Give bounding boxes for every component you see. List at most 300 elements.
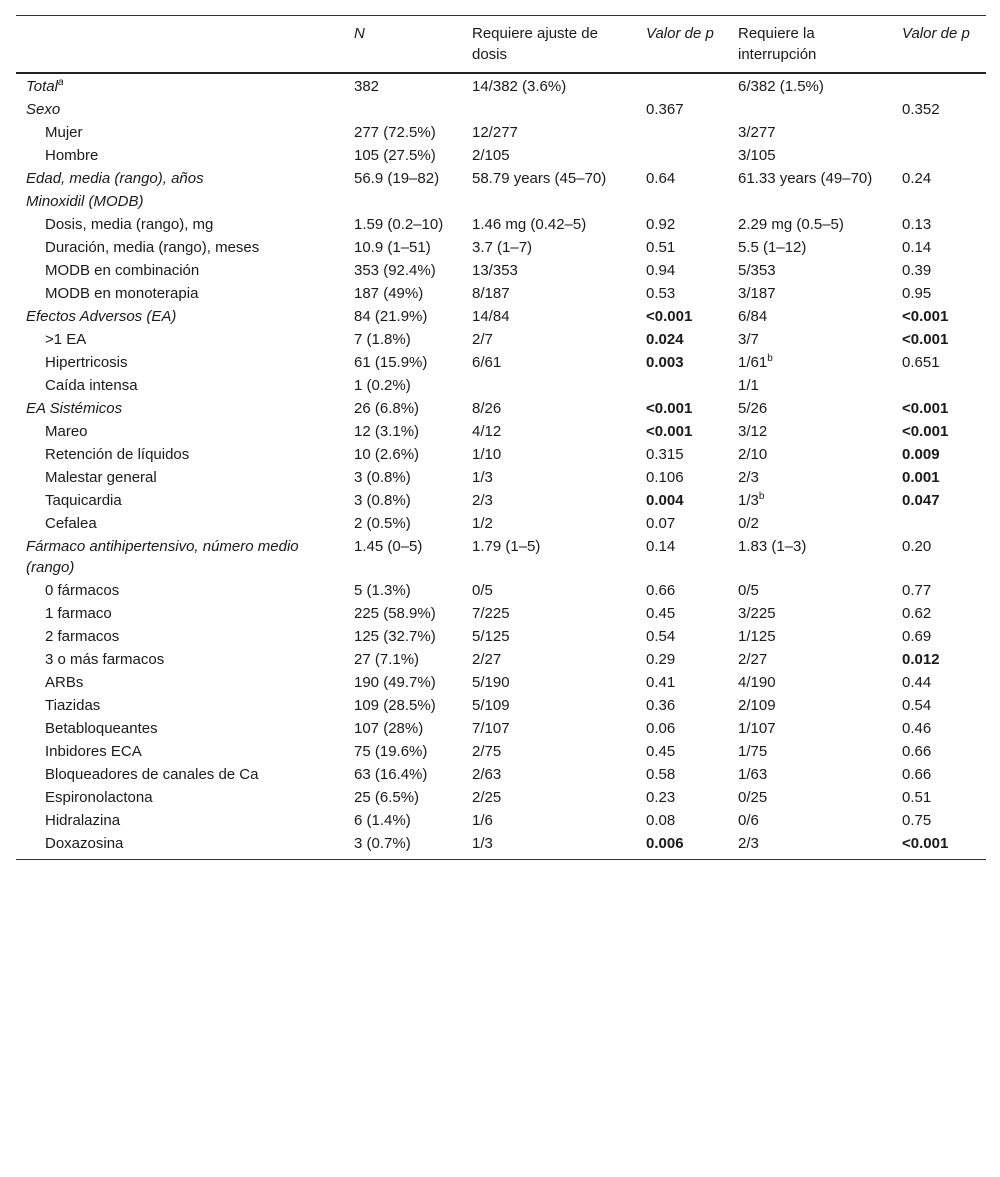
- row-label: [16, 648, 344, 671]
- row-label-text: ARBs: [45, 674, 84, 691]
- cell-dose-adjustment-text: 7/225: [472, 605, 510, 622]
- row-label-text: Duración, media (rango), meses: [45, 239, 260, 256]
- row-label-text: EA Sistémicos: [26, 400, 123, 417]
- cell-dose-adjustment: [462, 305, 636, 328]
- cell-interruption-text: 1/3: [738, 492, 759, 509]
- row-label-text: Espironolactona: [45, 789, 153, 806]
- cell-n: [344, 671, 462, 694]
- cell-p-value-interruption-text: 0.047: [902, 492, 940, 509]
- row-label-text: 1 farmaco: [45, 605, 112, 622]
- header-interruption: Requiere la interrupción: [738, 25, 817, 63]
- table-row: [16, 694, 986, 717]
- cell-p-value-adjustment: [636, 602, 728, 625]
- row-label-text: Malestar general: [45, 469, 157, 486]
- cell-p-value-adjustment-text: 0.54: [646, 628, 676, 645]
- cell-p-value-adjustment: [636, 579, 728, 602]
- table-row: [16, 397, 986, 420]
- cell-n-text: 277 (72.5%): [354, 124, 436, 141]
- row-label-text: Total: [26, 78, 58, 95]
- cell-p-value-interruption-text: 0.012: [902, 651, 940, 668]
- cell-n: [344, 466, 462, 489]
- table-row: [16, 832, 986, 860]
- cell-interruption-text: 2.29 mg (0.5–5): [738, 216, 844, 233]
- row-label-text: Taquicardia: [45, 492, 122, 509]
- cell-dose-adjustment: [462, 671, 636, 694]
- table-row: [16, 351, 986, 374]
- cell-p-value-adjustment: [636, 351, 728, 374]
- cell-p-value-interruption-text: 0.54: [902, 697, 932, 714]
- cell-n-text: 84 (21.9%): [354, 308, 428, 325]
- cell-n: [344, 740, 462, 763]
- cell-n-text: 10.9 (1–51): [354, 239, 431, 256]
- row-label-text: Retención de líquidos: [45, 446, 190, 463]
- cell-dose-adjustment-text: 8/26: [472, 400, 502, 417]
- cell-interruption-text: 0/25: [738, 789, 768, 806]
- cell-interruption-text: 1.83 (1–3): [738, 538, 807, 555]
- cell-interruption: [728, 397, 892, 420]
- cell-p-value-interruption-text: 0.95: [902, 285, 932, 302]
- cell-p-value-interruption: [892, 717, 986, 740]
- header-variable: [16, 16, 344, 74]
- cell-interruption: [728, 489, 892, 512]
- cell-p-value-adjustment-text: <0.001: [646, 400, 693, 417]
- cell-p-value-interruption-text: 0.77: [902, 582, 932, 599]
- cell-n: [344, 213, 462, 236]
- cell-n-text: 1.59 (0.2–10): [354, 216, 444, 233]
- cell-dose-adjustment-text: 2/27: [472, 651, 502, 668]
- cell-p-value-interruption: [892, 694, 986, 717]
- cell-n: [344, 98, 462, 121]
- cell-dose-adjustment-text: 2/105: [472, 147, 510, 164]
- cell-dose-adjustment: [462, 213, 636, 236]
- row-label-text: Efectos Adversos (EA): [26, 308, 177, 325]
- cell-p-value-adjustment: [636, 535, 728, 579]
- cell-p-value-adjustment: [636, 671, 728, 694]
- row-label: [16, 786, 344, 809]
- cell-n: [344, 717, 462, 740]
- cell-p-value-adjustment: [636, 121, 728, 144]
- cell-interruption: [728, 73, 892, 98]
- cell-interruption: [728, 602, 892, 625]
- cell-p-value-interruption: [892, 282, 986, 305]
- footnote-marker: b: [758, 491, 765, 502]
- cell-dose-adjustment: [462, 786, 636, 809]
- cell-p-value-adjustment: [636, 190, 728, 213]
- cell-interruption-text: 0/5: [738, 582, 759, 599]
- row-label-text: Mujer: [45, 124, 83, 141]
- cell-dose-adjustment-text: 4/12: [472, 423, 502, 440]
- cell-p-value-adjustment: [636, 144, 728, 167]
- cell-interruption: [728, 282, 892, 305]
- table-row: [16, 512, 986, 535]
- cell-p-value-interruption: [892, 786, 986, 809]
- cell-p-value-adjustment-text: 0.92: [646, 216, 676, 233]
- cell-dose-adjustment-text: 1/2: [472, 515, 493, 532]
- row-label-text: Caída intensa: [45, 377, 138, 394]
- cell-n: [344, 625, 462, 648]
- row-label: [16, 144, 344, 167]
- row-label-text: Hidralazina: [45, 812, 121, 829]
- cell-n-text: 3 (0.8%): [354, 492, 411, 509]
- cell-p-value-adjustment-text: 0.367: [646, 101, 684, 118]
- cell-n-text: 125 (32.7%): [354, 628, 436, 645]
- cell-dose-adjustment: [462, 351, 636, 374]
- cell-dose-adjustment: [462, 73, 636, 98]
- cell-interruption-text: 2/3: [738, 835, 759, 852]
- cell-p-value-interruption-text: 0.44: [902, 674, 932, 691]
- cell-p-value-interruption: [892, 809, 986, 832]
- row-label-text: MODB en monoterapia: [45, 285, 199, 302]
- cell-p-value-adjustment-text: 0.024: [646, 331, 684, 348]
- cell-interruption: [728, 786, 892, 809]
- cell-dose-adjustment: [462, 648, 636, 671]
- cell-p-value-interruption: [892, 602, 986, 625]
- table-body: [16, 73, 986, 860]
- table-row: [16, 374, 986, 397]
- cell-dose-adjustment-text: 14/382 (3.6%): [472, 78, 567, 95]
- cell-n-text: 3 (0.8%): [354, 469, 411, 486]
- cell-dose-adjustment-text: 2/75: [472, 743, 502, 760]
- table-container: [16, 15, 986, 860]
- cell-p-value-adjustment: [636, 625, 728, 648]
- cell-dose-adjustment-text: 5/190: [472, 674, 510, 691]
- cell-interruption-text: 3/7: [738, 331, 759, 348]
- row-label: [16, 420, 344, 443]
- cell-interruption-text: 5/26: [738, 400, 768, 417]
- row-label: [16, 717, 344, 740]
- table-row: [16, 717, 986, 740]
- cell-p-value-interruption: [892, 740, 986, 763]
- cell-dose-adjustment-text: 5/125: [472, 628, 510, 645]
- row-label-text: 3 o más farmacos: [45, 651, 165, 668]
- cell-p-value-adjustment-text: 0.003: [646, 354, 684, 371]
- cell-dose-adjustment: [462, 190, 636, 213]
- cell-p-value-interruption: [892, 579, 986, 602]
- row-label-text: Minoxidil (MODB): [26, 193, 144, 210]
- row-label: [16, 374, 344, 397]
- cell-p-value-adjustment: [636, 717, 728, 740]
- table-header: [16, 16, 986, 74]
- cell-dose-adjustment: [462, 740, 636, 763]
- cell-p-value-adjustment-text: 0.45: [646, 605, 676, 622]
- cell-p-value-interruption: [892, 832, 986, 860]
- cell-interruption-text: 1/61: [738, 354, 768, 371]
- cell-dose-adjustment: [462, 809, 636, 832]
- cell-dose-adjustment-text: 2/63: [472, 766, 502, 783]
- row-label-text: >1 EA: [45, 331, 87, 348]
- table-row: [16, 236, 986, 259]
- cell-dose-adjustment: [462, 443, 636, 466]
- cell-p-value-adjustment: [636, 236, 728, 259]
- cell-interruption-text: 3/225: [738, 605, 776, 622]
- row-label: [16, 397, 344, 420]
- cell-interruption: [728, 213, 892, 236]
- cell-p-value-adjustment: [636, 512, 728, 535]
- row-label-text: Betabloqueantes: [45, 720, 158, 737]
- cell-p-value-interruption-text: <0.001: [902, 835, 949, 852]
- cell-p-value-interruption: [892, 763, 986, 786]
- cell-n: [344, 694, 462, 717]
- table-row: [16, 763, 986, 786]
- cell-p-value-adjustment: [636, 73, 728, 98]
- cell-n-text: 27 (7.1%): [354, 651, 420, 668]
- cell-p-value-adjustment-text: 0.66: [646, 582, 676, 599]
- row-label: [16, 671, 344, 694]
- cell-dose-adjustment-text: 1.79 (1–5): [472, 538, 541, 555]
- table-row: [16, 671, 986, 694]
- cell-p-value-adjustment-text: 0.51: [646, 239, 676, 256]
- header-dose-adjustment: Requiere ajuste de dosis: [472, 25, 598, 63]
- cell-p-value-adjustment-text: 0.58: [646, 766, 676, 783]
- cell-n: [344, 305, 462, 328]
- table-row: [16, 328, 986, 351]
- cell-p-value-interruption-text: 0.66: [902, 743, 932, 760]
- cell-interruption: [728, 144, 892, 167]
- cell-n: [344, 535, 462, 579]
- row-label: [16, 809, 344, 832]
- cell-n-text: 109 (28.5%): [354, 697, 436, 714]
- table-row: [16, 809, 986, 832]
- cell-p-value-interruption: [892, 259, 986, 282]
- row-label-text: Tiazidas: [45, 697, 101, 714]
- table-row: [16, 144, 986, 167]
- row-label: [16, 73, 344, 98]
- cell-interruption-text: 1/107: [738, 720, 776, 737]
- row-label: [16, 602, 344, 625]
- cell-p-value-interruption: [892, 374, 986, 397]
- cell-p-value-adjustment: [636, 809, 728, 832]
- row-label: [16, 832, 344, 860]
- cell-interruption: [728, 351, 892, 374]
- cell-p-value-interruption: [892, 489, 986, 512]
- row-label: [16, 466, 344, 489]
- row-label: [16, 443, 344, 466]
- row-label: [16, 579, 344, 602]
- cell-n: [344, 190, 462, 213]
- cell-interruption: [728, 374, 892, 397]
- table-row: [16, 121, 986, 144]
- cell-interruption-text: 2/27: [738, 651, 768, 668]
- cell-n-text: 26 (6.8%): [354, 400, 420, 417]
- cell-p-value-interruption: [892, 466, 986, 489]
- row-label-text: Edad, media (rango), años: [26, 170, 204, 187]
- row-label-text: Fármaco antihipertensivo, número medio (rango): [26, 538, 299, 576]
- cell-n-text: 190 (49.7%): [354, 674, 436, 691]
- row-label-text: Mareo: [45, 423, 88, 440]
- cell-p-value-adjustment-text: 0.004: [646, 492, 684, 509]
- table-row: [16, 167, 986, 190]
- cell-p-value-interruption: [892, 236, 986, 259]
- cell-p-value-adjustment-text: 0.29: [646, 651, 676, 668]
- cell-p-value-interruption-text: 0.24: [902, 170, 932, 187]
- cell-dose-adjustment: [462, 259, 636, 282]
- cell-interruption: [728, 167, 892, 190]
- cell-interruption: [728, 512, 892, 535]
- cell-p-value-interruption: [892, 305, 986, 328]
- cell-dose-adjustment: [462, 579, 636, 602]
- header-row: [16, 16, 986, 74]
- cell-p-value-adjustment: [636, 443, 728, 466]
- cell-p-value-interruption-text: 0.75: [902, 812, 932, 829]
- cell-n-text: 10 (2.6%): [354, 446, 420, 463]
- cell-dose-adjustment: [462, 832, 636, 860]
- cell-dose-adjustment: [462, 144, 636, 167]
- row-label-text: Doxazosina: [45, 835, 124, 852]
- cell-dose-adjustment-text: 12/277: [472, 124, 518, 141]
- cell-n: [344, 351, 462, 374]
- cell-n-text: 105 (27.5%): [354, 147, 436, 164]
- table-row: [16, 489, 986, 512]
- cell-p-value-interruption: [892, 213, 986, 236]
- table-row: [16, 73, 986, 98]
- cell-p-value-interruption: [892, 351, 986, 374]
- cell-interruption-text: 1/1: [738, 377, 759, 394]
- cell-dose-adjustment-text: 14/84: [472, 308, 510, 325]
- cell-dose-adjustment: [462, 328, 636, 351]
- cell-interruption: [728, 535, 892, 579]
- cell-dose-adjustment-text: 0/5: [472, 582, 493, 599]
- cell-p-value-interruption-text: <0.001: [902, 308, 949, 325]
- cell-p-value-interruption-text: 0.001: [902, 469, 940, 486]
- cell-dose-adjustment-text: 58.79 years (45–70): [472, 170, 607, 187]
- cell-n: [344, 73, 462, 98]
- cell-p-value-adjustment: [636, 832, 728, 860]
- footnote-marker: a: [57, 77, 64, 88]
- row-label: [16, 305, 344, 328]
- cell-p-value-interruption: [892, 328, 986, 351]
- cell-dose-adjustment-text: 2/25: [472, 789, 502, 806]
- cell-n: [344, 328, 462, 351]
- cell-dose-adjustment-text: 13/353: [472, 262, 518, 279]
- cell-dose-adjustment: [462, 121, 636, 144]
- cell-interruption: [728, 328, 892, 351]
- cell-n-text: 25 (6.5%): [354, 789, 420, 806]
- cell-dose-adjustment-text: 1.46 mg (0.42–5): [472, 216, 587, 233]
- row-label: [16, 740, 344, 763]
- cell-p-value-interruption: [892, 397, 986, 420]
- cell-dose-adjustment: [462, 98, 636, 121]
- cell-n-text: 12 (3.1%): [354, 423, 420, 440]
- cell-p-value-interruption: [892, 420, 986, 443]
- cell-p-value-adjustment-text: 0.006: [646, 835, 684, 852]
- cell-dose-adjustment: [462, 717, 636, 740]
- row-label: [16, 259, 344, 282]
- cell-n-text: 5 (1.3%): [354, 582, 411, 599]
- row-label-text: Dosis, media (rango), mg: [45, 216, 214, 233]
- cell-p-value-adjustment-text: 0.64: [646, 170, 676, 187]
- cell-n-text: 1.45 (0–5): [354, 538, 423, 555]
- cell-n: [344, 443, 462, 466]
- cell-p-value-interruption: [892, 167, 986, 190]
- cell-interruption: [728, 832, 892, 860]
- cell-p-value-interruption-text: 0.66: [902, 766, 932, 783]
- cell-n-text: 2 (0.5%): [354, 515, 411, 532]
- cell-interruption: [728, 190, 892, 213]
- cell-p-value-interruption-text: 0.14: [902, 239, 932, 256]
- cell-p-value-interruption: [892, 73, 986, 98]
- cell-dose-adjustment: [462, 236, 636, 259]
- cell-p-value-adjustment-text: 0.08: [646, 812, 676, 829]
- table-row: [16, 259, 986, 282]
- cell-interruption-text: 5.5 (1–12): [738, 239, 807, 256]
- table-row: [16, 602, 986, 625]
- cell-p-value-adjustment-text: 0.07: [646, 515, 676, 532]
- cell-interruption-text: 2/109: [738, 697, 776, 714]
- table-row: [16, 443, 986, 466]
- cell-n: [344, 420, 462, 443]
- table-row: [16, 420, 986, 443]
- cell-p-value-adjustment-text: 0.41: [646, 674, 676, 691]
- cell-n-text: 3 (0.7%): [354, 835, 411, 852]
- cell-n-text: 63 (16.4%): [354, 766, 428, 783]
- cell-n: [344, 121, 462, 144]
- cell-p-value-interruption-text: <0.001: [902, 331, 949, 348]
- cell-n: [344, 489, 462, 512]
- cell-interruption: [728, 694, 892, 717]
- cell-n: [344, 259, 462, 282]
- cell-interruption-text: 1/75: [738, 743, 768, 760]
- cell-n-text: 187 (49%): [354, 285, 424, 302]
- cell-p-value-adjustment-text: 0.45: [646, 743, 676, 760]
- row-label: [16, 282, 344, 305]
- cell-dose-adjustment-text: 3.7 (1–7): [472, 239, 533, 256]
- cell-interruption: [728, 717, 892, 740]
- cell-p-value-interruption: [892, 512, 986, 535]
- cell-dose-adjustment: [462, 489, 636, 512]
- table-row: [16, 579, 986, 602]
- row-label-text: Inbidores ECA: [45, 743, 142, 760]
- row-label-text: 2 farmacos: [45, 628, 120, 645]
- cell-interruption: [728, 809, 892, 832]
- cell-p-value-interruption: [892, 535, 986, 579]
- row-label: [16, 121, 344, 144]
- cell-interruption: [728, 579, 892, 602]
- cell-p-value-adjustment: [636, 489, 728, 512]
- cell-interruption-text: 61.33 years (49–70): [738, 170, 873, 187]
- cell-n-text: 6 (1.4%): [354, 812, 411, 829]
- cell-interruption-text: 1/63: [738, 766, 768, 783]
- row-label: [16, 625, 344, 648]
- cell-p-value-adjustment-text: 0.23: [646, 789, 676, 806]
- cell-interruption: [728, 740, 892, 763]
- header-p-value-adjustment: Valor de p: [646, 25, 714, 42]
- cell-p-value-adjustment: [636, 167, 728, 190]
- cell-p-value-interruption: [892, 121, 986, 144]
- cell-dose-adjustment-text: 2/7: [472, 331, 493, 348]
- cell-dose-adjustment-text: 6/61: [472, 354, 502, 371]
- cell-interruption: [728, 305, 892, 328]
- cell-p-value-adjustment-text: 0.53: [646, 285, 676, 302]
- cell-p-value-adjustment: [636, 740, 728, 763]
- cell-p-value-adjustment: [636, 305, 728, 328]
- cell-dose-adjustment: [462, 625, 636, 648]
- row-label: [16, 328, 344, 351]
- cell-n: [344, 602, 462, 625]
- cell-interruption: [728, 763, 892, 786]
- header-n: N: [354, 25, 365, 42]
- cell-dose-adjustment: [462, 602, 636, 625]
- cell-interruption-text: 2/3: [738, 469, 759, 486]
- cell-n-text: 1 (0.2%): [354, 377, 411, 394]
- results-table: [16, 15, 986, 860]
- cell-interruption-text: 3/105: [738, 147, 776, 164]
- cell-dose-adjustment: [462, 512, 636, 535]
- cell-p-value-interruption-text: 0.651: [902, 354, 940, 371]
- table-row: [16, 740, 986, 763]
- cell-p-value-interruption: [892, 144, 986, 167]
- cell-interruption: [728, 466, 892, 489]
- row-label: [16, 190, 344, 213]
